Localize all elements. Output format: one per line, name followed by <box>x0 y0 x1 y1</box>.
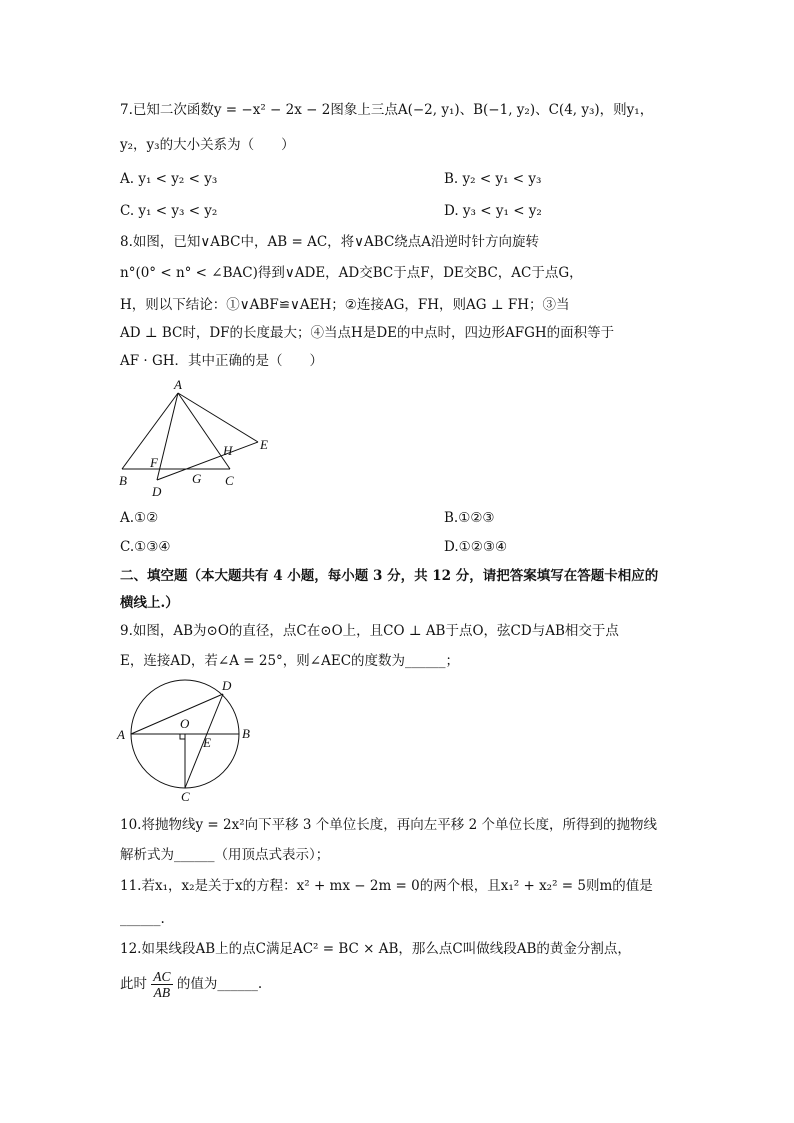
label-a: A <box>117 727 125 742</box>
label-c: C <box>225 473 234 488</box>
q8-option-a: A.①② <box>120 510 159 526</box>
label-f: F <box>150 455 158 470</box>
q8-line-5: AF · GH．其中正确的是（ ） <box>120 353 324 369</box>
q8-triangle-figure <box>110 375 280 500</box>
segment-ad <box>157 393 178 480</box>
label-d: D <box>152 484 162 499</box>
q11-line-2: ______. <box>120 911 165 927</box>
q8-line-3: H，则以下结论：①∨ABF≌∨AEH；②连接AG，FH，则AG ⊥ FH；③当 <box>120 297 570 313</box>
label-b: B <box>119 473 127 488</box>
q12-fraction-numerator: AC <box>153 969 171 984</box>
q12-prefix: 此时 <box>120 976 147 992</box>
label-a: A <box>174 377 182 392</box>
q7-option-b: B. y₂ < y₁ < y₃ <box>444 171 542 187</box>
label-e: E <box>260 437 268 452</box>
label-h: H <box>223 443 233 458</box>
right-angle-mark <box>180 734 185 739</box>
q12-suffix: 的值为______. <box>176 976 263 992</box>
q7-option-c: C. y₁ < y₃ < y₂ <box>120 203 218 219</box>
q9-line-2: E，连接AD，若∠A = 25°，则∠AEC的度数为______； <box>120 653 460 669</box>
q8-line-1: 8.如图，已知∨ABC中，AB = AC，将∨ABC绕点A沿逆时针方向旋转 <box>120 234 540 250</box>
section-2-heading-line-2: 横线上.） <box>120 595 179 611</box>
label-o: O <box>180 716 190 731</box>
q7-line-1: 7.已知二次函数y = −x² − 2x − 2图象上三点A(−2, y₁)、B(−1, y₂)、C(4, y₃)，则y₁， <box>120 102 654 118</box>
q12-fraction <box>151 969 172 1000</box>
q10-line-2: 解析式为______（用顶点式表示）； <box>120 847 330 863</box>
q7-option-d: D. y₃ < y₁ < y₂ <box>444 203 542 219</box>
label-b: B <box>242 726 250 741</box>
q9-circle-figure <box>112 672 262 807</box>
label-d: D <box>222 678 232 693</box>
label-g: G <box>192 471 202 486</box>
section-2-heading-line-1: 二、填空题（本大题共有 4 小题，每小题 3 分，共 12 分，请把答案填写在答题卡相应的 <box>120 568 659 584</box>
q12-line-2 <box>120 966 262 1002</box>
q7-line-2: y₂，y₃的大小关系为（ ） <box>120 137 295 153</box>
segment-ae <box>178 393 258 442</box>
label-e: E <box>203 735 211 750</box>
label-c: C <box>181 789 190 804</box>
segment-de <box>157 442 258 480</box>
q7-option-a: A. y₁ < y₂ < y₃ <box>120 171 218 187</box>
q8-option-b: B.①②③ <box>444 510 495 526</box>
q8-option-c: C.①③④ <box>120 539 171 555</box>
q12-line-1: 12.如果线段AB上的点C满足AC² = BC × AB，那么点C叫做线段AB的黄金分割点， <box>120 941 631 957</box>
q8-option-d: D.①②③④ <box>444 539 508 555</box>
q8-line-2: n°(0° < n° < ∠BAC)得到∨ADE，AD交BC于点F，DE交BC，AC于点G， <box>120 265 583 281</box>
q9-line-1: 9.如图，AB为⊙O的直径，点C在⊙O上，且CO ⊥ AB于点O，弦CD与AB相交于点 <box>120 623 619 639</box>
q11-line-1: 11.若x₁，x₂是关于x的方程：x² + mx − 2m = 0的两个根，且x₁² + x₂² = 5则m的值是 <box>120 878 653 894</box>
q12-fraction-denominator: AB <box>153 985 171 1000</box>
q8-line-4: AD ⊥ BC时，DF的长度最大；④当点H是DE的中点时，四边形AFGH的面积等于 <box>120 325 615 341</box>
q10-line-1: 10.将抛物线y = 2x²向下平移 3 个单位长度，再向左平移 2 个单位长度，所得到的抛物线 <box>120 817 657 833</box>
